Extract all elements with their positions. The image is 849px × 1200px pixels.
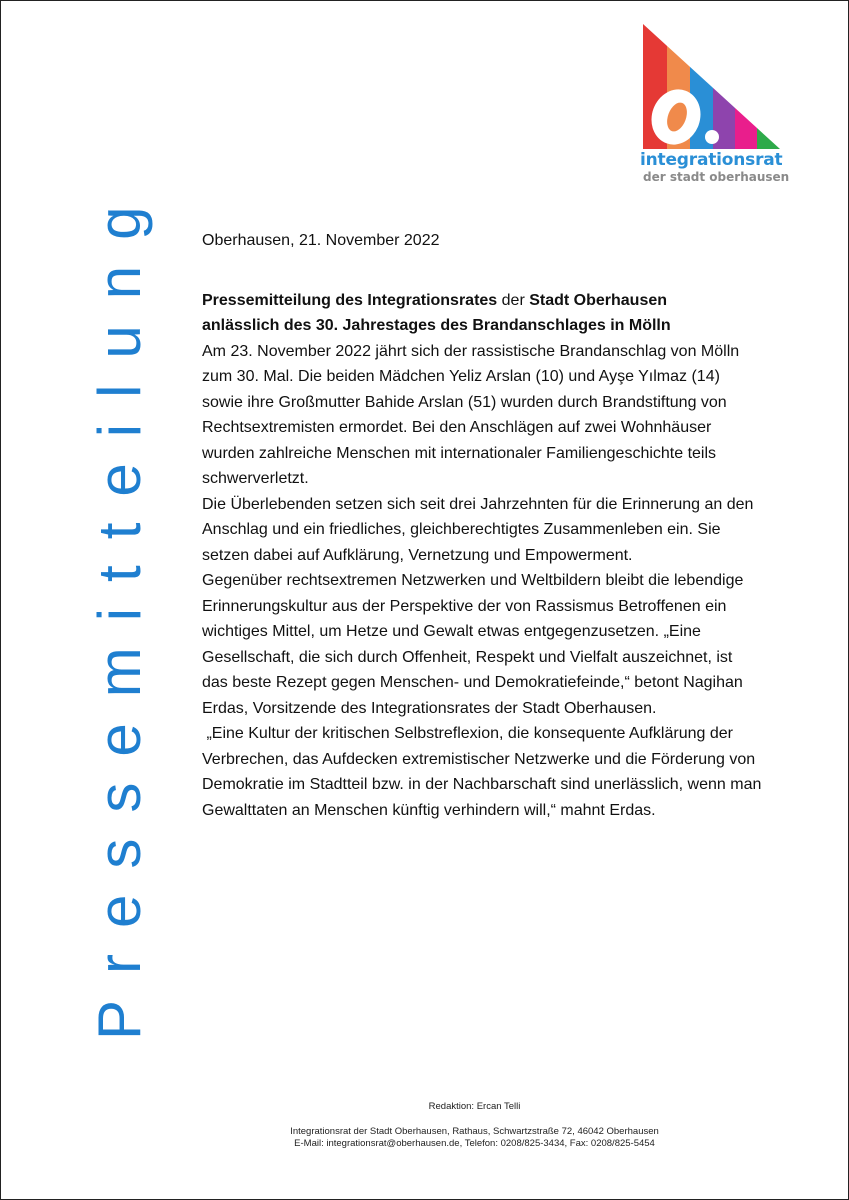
side-title: Pressemitteilung	[86, 180, 153, 1040]
paragraph-3: Gegenüber rechtsextremen Netzwerken und Weltbildern bleibt die lebendige Erinnerungskultur aus der Perspektive der von Rassismus Betroffenen ein wichtiges Mittel, um Hetze und Gewalt etwas entgegenzusetzen. „Eine Gesellschaft, die sich durch Offenheit, Respekt und Vielfalt auszeichnet, ist das beste Rezept gegen Menschen- und Demokratiefeinde,“ betont Nagihan Erdas, Vorsitzende des Integrationsrates der Stadt Oberhausen.	[202, 572, 744, 717]
headline-part2: der	[497, 291, 530, 309]
logo-line1: integrationsrat	[640, 150, 783, 170]
paragraph-1: Am 23. November 2022 jährt sich der rassistische Brandanschlag von Mölln zum 30. Mal. Die beiden Mädchen Yeliz Arslan (10) und Ayşe Yılmaz (14) sowie ihre Großmutter Bahide Arslan (51) wurden durch Brandstiftung von Rechtsextremisten ermordet. Bei den Anschlägen auf zwei Wohnhäuser wurden zahlreiche Menschen mit internationaler Familiengeschichte teils schwerverletzt.	[202, 342, 740, 487]
letter-body	[202, 228, 766, 823]
headline-line2: anlässlich des 30. Jahrestages des Brandanschlages in Mölln	[202, 317, 671, 334]
logo-triangle	[640, 22, 785, 152]
footer-address: Integrationsrat der Stadt Oberhausen, Rathaus, Schwartzstraße 72, 46042 Oberhausen	[290, 1126, 659, 1137]
paragraph-2: Die Überlebenden setzen sich seit drei Jahrzehnten für die Erinnerung an den Anschlag und ein friedliches, gleichberechtigtes Zusammenleben ein. Sie setzen dabei auf Aufklärung, Vernetzung und Empowerment.	[202, 495, 754, 564]
paragraph-4: „Eine Kultur der kritischen Selbstreflexion, die konsequente Aufklärung der Verbrechen, das Aufdecken extremistischer Netzwerke und die Förderung von Demokratie im Stadtteil bzw. in der Nachbarschaft sind unerlässlich, wenn man Gewalttaten an Menschen künftig verhindern will,“ mahnt Erdas.	[202, 725, 766, 819]
logo	[640, 22, 790, 187]
logo-line2: der stadt oberhausen	[643, 170, 790, 184]
footer-editor: Redaktion: Ercan Telli	[428, 1101, 521, 1112]
headline	[202, 288, 762, 339]
footer-contact: E-Mail: integrationsrat@oberhausen.de, Telefon: 0208/825-3434, Fax: 0208/825-5454	[294, 1138, 655, 1149]
headline-part1: Pressemitteilung des Integrationsrates	[202, 291, 498, 309]
date-line: Oberhausen, 21. November 2022	[202, 232, 440, 249]
headline-part3: Stadt Oberhausen	[529, 291, 668, 309]
